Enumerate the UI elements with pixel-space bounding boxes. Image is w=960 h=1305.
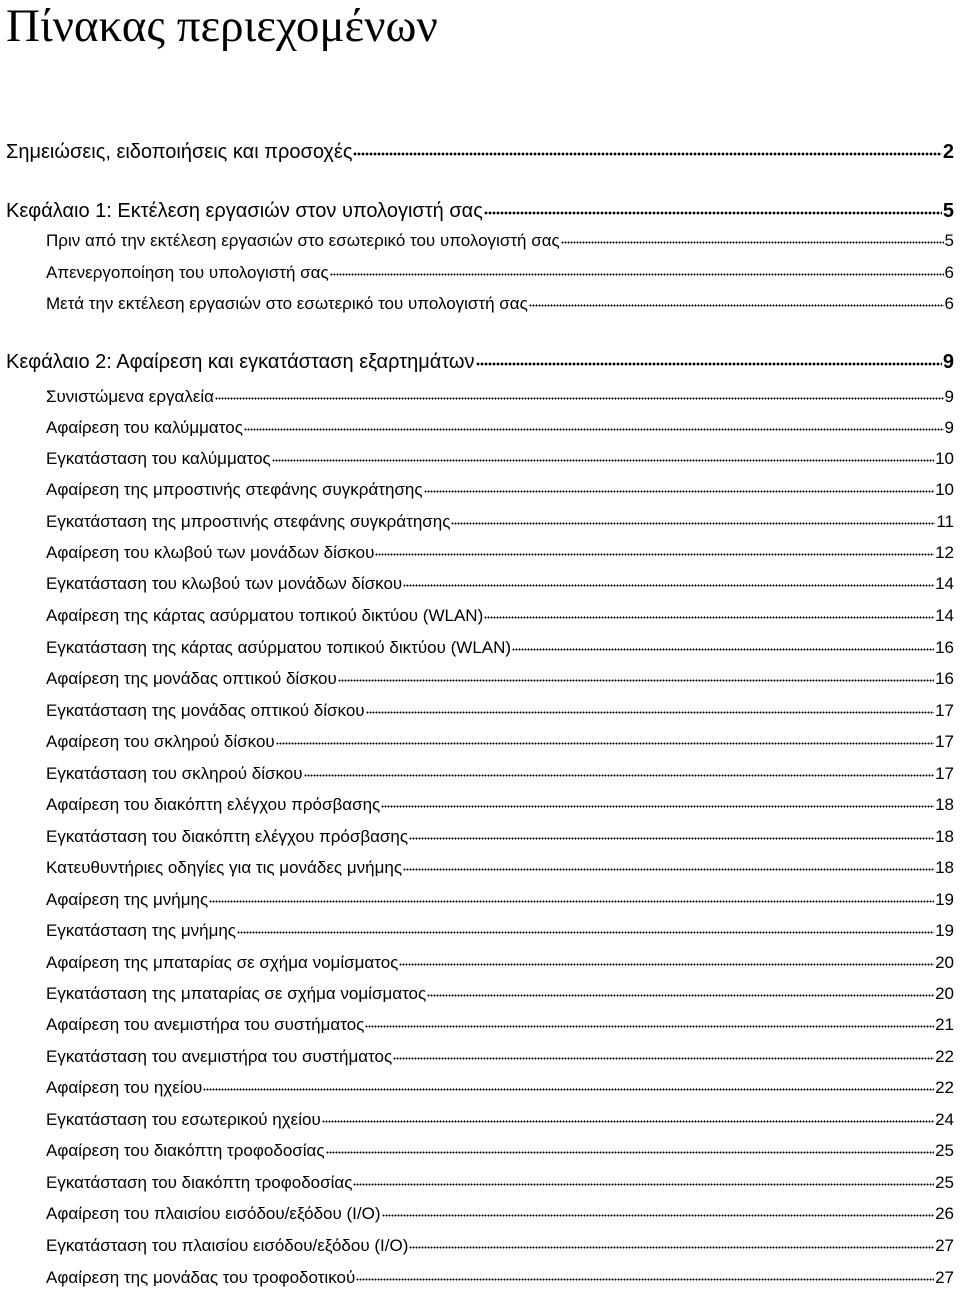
toc-section-entry[interactable] xyxy=(46,511,954,533)
toc-entry-page-number: 17 xyxy=(935,701,954,720)
toc-entry-label: Εγκατάσταση του καλύμματος xyxy=(46,449,271,468)
toc-entry-page-number: 19 xyxy=(935,890,954,909)
toc-section-entry[interactable] xyxy=(46,763,954,785)
dot-leader xyxy=(512,648,934,651)
toc-entry-page-number: 24 xyxy=(935,1110,954,1129)
toc-entry-label: Κεφάλαιο 1: Εκτέλεση εργασιών στον υπολογιστή σας xyxy=(6,200,483,222)
toc-section-entry[interactable] xyxy=(46,1267,954,1289)
toc-section-entry[interactable] xyxy=(46,293,954,315)
toc-entry-label: Πριν από την εκτέλεση εργασιών στο εσωτερικό του υπολογιστή σας xyxy=(46,231,560,250)
dot-leader xyxy=(409,837,934,840)
toc-section-entry[interactable] xyxy=(46,668,954,690)
dot-leader xyxy=(304,774,935,777)
toc-entry-label: Αφαίρεση της μπαταρίας σε σχήμα νομίσματος xyxy=(46,953,399,972)
toc-section-entry[interactable] xyxy=(46,794,954,816)
dot-leader xyxy=(244,428,944,431)
dot-leader xyxy=(424,490,934,493)
toc-section-entry[interactable] xyxy=(46,386,954,408)
toc-entry-label: Μετά την εκτέλεση εργασιών στο εσωτερικό του υπολογιστή σας xyxy=(46,294,528,313)
toc-entry-label: Συνιστώμενα εργαλεία xyxy=(46,387,215,406)
dot-leader xyxy=(382,1214,935,1217)
toc-entry-page-number: 25 xyxy=(935,1173,954,1192)
toc-section-entry[interactable] xyxy=(46,1140,954,1162)
toc-entry-page-number: 18 xyxy=(935,795,954,814)
toc-entry-label: Εγκατάσταση του πλαισίου εισόδου/εξόδου (I/O) xyxy=(46,1236,409,1255)
toc-entry-page-number: 19 xyxy=(935,921,954,940)
dot-leader xyxy=(237,931,934,934)
toc-chapter-entry[interactable] xyxy=(6,349,954,375)
toc-entry-page-number: 20 xyxy=(935,953,954,972)
toc-entry-label: Αφαίρεση του διακόπτη ελέγχου πρόσβασης xyxy=(46,795,381,814)
dot-leader xyxy=(338,679,934,682)
toc-section-entry[interactable] xyxy=(46,731,954,753)
toc-section-entry[interactable] xyxy=(46,1014,954,1036)
toc-entry-page-number: 18 xyxy=(935,858,954,877)
dot-leader xyxy=(356,1278,934,1281)
toc-entry-page-number: 16 xyxy=(935,638,954,657)
dot-leader xyxy=(322,1120,934,1123)
toc-entry-page-number: 9 xyxy=(944,387,954,406)
toc-entry-page-number: 27 xyxy=(935,1236,954,1255)
toc-entry-label: Εγκατάσταση του κλωβού των μονάδων δίσκου xyxy=(46,574,403,593)
dot-leader xyxy=(365,1025,934,1028)
dot-leader xyxy=(366,711,935,714)
toc-entry-page-number: 14 xyxy=(935,606,954,625)
toc-entry-page-number: 9 xyxy=(944,418,954,437)
toc-section-entry[interactable] xyxy=(46,857,954,879)
toc-section-entry[interactable] xyxy=(46,573,954,595)
toc-section-entry[interactable] xyxy=(46,1046,954,1068)
toc-entry-label: Αφαίρεση του διακόπτη τροφοδοσίας xyxy=(46,1141,325,1160)
dot-leader xyxy=(403,584,934,587)
toc-entry-page-number: 22 xyxy=(935,1078,954,1097)
toc-entry-label: Εγκατάσταση του διακόπτη ελέγχου πρόσβασης xyxy=(46,827,409,846)
dot-leader xyxy=(403,868,934,871)
toc-section-entry[interactable] xyxy=(46,1203,954,1225)
toc-entry-page-number: 9 xyxy=(942,351,954,373)
toc-entry-label: Εγκατάσταση της μονάδας οπτικού δίσκου xyxy=(46,701,365,720)
dot-leader xyxy=(399,963,934,966)
toc-section-entry[interactable] xyxy=(46,479,954,501)
toc-entry-label: Αφαίρεση της μονάδας οπτικού δίσκου xyxy=(46,669,337,688)
dot-leader xyxy=(484,211,942,215)
dot-leader xyxy=(203,1088,934,1091)
toc-entry-label: Εγκατάσταση της μνήμης xyxy=(46,921,237,940)
toc-entry-page-number: 27 xyxy=(935,1268,954,1287)
toc-section-entry[interactable] xyxy=(46,1172,954,1194)
toc-section-entry[interactable] xyxy=(46,952,954,974)
toc-entry-page-number: 11 xyxy=(936,512,954,531)
toc-entry-label: Αφαίρεση του κλωβού των μονάδων δίσκου xyxy=(46,543,375,562)
toc-section-entry[interactable] xyxy=(46,1077,954,1099)
dot-leader xyxy=(353,1183,934,1186)
toc-section-entry[interactable] xyxy=(46,983,954,1005)
toc-chapter-entry[interactable] xyxy=(6,198,954,224)
toc-entry-label: Αφαίρεση της μπροστινής στεφάνης συγκράτησης xyxy=(46,480,423,499)
toc-entry-page-number: 16 xyxy=(935,669,954,688)
toc-entry-page-number: 10 xyxy=(935,449,954,468)
toc-section-entry[interactable] xyxy=(46,700,954,722)
toc-section-entry[interactable] xyxy=(46,605,954,627)
toc-section-entry[interactable] xyxy=(46,889,954,911)
dot-leader xyxy=(276,742,934,745)
toc-section-entry[interactable] xyxy=(46,262,954,284)
toc-entry-page-number: 20 xyxy=(935,984,954,1003)
toc-section-entry[interactable] xyxy=(46,637,954,659)
dot-leader xyxy=(375,553,934,556)
toc-entry-page-number: 21 xyxy=(935,1015,954,1034)
toc-section-entry[interactable] xyxy=(46,1235,954,1257)
dot-leader xyxy=(427,994,934,997)
toc-entry-page-number: 2 xyxy=(942,141,954,163)
toc-section-entry[interactable] xyxy=(46,417,954,439)
dot-leader xyxy=(561,241,944,244)
toc-entry-page-number: 10 xyxy=(935,480,954,499)
dot-leader xyxy=(330,273,944,276)
toc-entry-label: Αφαίρεση του ηχείου xyxy=(46,1078,203,1097)
toc-section-entry[interactable] xyxy=(46,542,954,564)
dot-leader xyxy=(529,304,944,307)
toc-section-entry[interactable] xyxy=(46,448,954,470)
page-title: Πίνακας περιεχομένων xyxy=(6,0,438,52)
toc-entry-page-number: 18 xyxy=(935,827,954,846)
toc-entry-page-number: 12 xyxy=(935,543,954,562)
toc-entry-page-number: 6 xyxy=(944,294,954,313)
dot-leader xyxy=(484,616,934,619)
toc-entry-label: Κεφάλαιο 2: Αφαίρεση και εγκατάσταση εξαρτημάτων xyxy=(6,351,475,373)
toc-entry-label: Αφαίρεση του ανεμιστήρα του συστήματος xyxy=(46,1015,365,1034)
toc-entry-page-number: 17 xyxy=(935,764,954,783)
toc-entry-page-number: 14 xyxy=(935,574,954,593)
dot-leader xyxy=(451,522,935,525)
dot-leader xyxy=(393,1057,934,1060)
toc-entry-page-number: 25 xyxy=(935,1141,954,1160)
toc-section-entry[interactable] xyxy=(46,230,954,252)
toc-entry-label: Αφαίρεση του σκληρού δίσκου xyxy=(46,732,275,751)
toc-entry-label: Κατευθυντήριες οδηγίες για τις μονάδες μνήμης xyxy=(46,858,403,877)
toc-entry-label: Εγκατάσταση της μπαταρίας σε σχήμα νομίσματος xyxy=(46,984,427,1003)
dot-leader xyxy=(381,805,934,808)
toc-entry-label: Αφαίρεση του καλύμματος xyxy=(46,418,243,437)
toc-entry-label: Εγκατάσταση του σκληρού δίσκου xyxy=(46,764,303,783)
toc-entry-page-number: 26 xyxy=(935,1204,954,1223)
toc-entry-label: Εγκατάσταση του διακόπτη τροφοδοσίας xyxy=(46,1173,353,1192)
dot-leader xyxy=(353,152,941,156)
dot-leader xyxy=(326,1151,935,1154)
toc-section-entry[interactable] xyxy=(46,826,954,848)
toc-entry-page-number: 22 xyxy=(935,1047,954,1066)
toc-entry-label: Σημειώσεις, ειδοποιήσεις και προσοχές xyxy=(6,141,353,163)
toc-entry-page-number: 17 xyxy=(935,732,954,751)
dot-leader xyxy=(209,900,934,903)
dot-leader xyxy=(409,1246,934,1249)
toc-entry-label: Απενεργοποίηση του υπολογιστή σας xyxy=(46,263,329,282)
toc-chapter-entry[interactable] xyxy=(6,139,954,165)
toc-section-entry[interactable] xyxy=(46,920,954,942)
toc-entry-page-number: 6 xyxy=(944,263,954,282)
toc-entry-label: Εγκατάσταση της κάρτας ασύρματου τοπικού δικτύου (WLAN) xyxy=(46,638,512,657)
toc-entry-label: Αφαίρεση της μονάδας του τροφοδοτικού xyxy=(46,1268,356,1287)
dot-leader xyxy=(272,459,934,462)
toc-section-entry[interactable] xyxy=(46,1109,954,1131)
toc-entry-page-number: 5 xyxy=(942,200,954,222)
toc-entry-label: Αφαίρεση της κάρτας ασύρματου τοπικού δικτύου (WLAN) xyxy=(46,606,484,625)
toc-entry-label: Εγκατάσταση του εσωτερικού ηχείου xyxy=(46,1110,321,1129)
dot-leader xyxy=(215,397,944,400)
dot-leader xyxy=(476,362,942,366)
toc-entry-page-number: 5 xyxy=(944,231,954,250)
toc-entry-label: Αφαίρεση της μνήμης xyxy=(46,890,209,909)
toc-entry-label: Εγκατάσταση του ανεμιστήρα του συστήματος xyxy=(46,1047,393,1066)
toc-entry-label: Αφαίρεση του πλαισίου εισόδου/εξόδου (I/O) xyxy=(46,1204,381,1223)
toc-entry-label: Εγκατάσταση της μπροστινής στεφάνης συγκράτησης xyxy=(46,512,451,531)
